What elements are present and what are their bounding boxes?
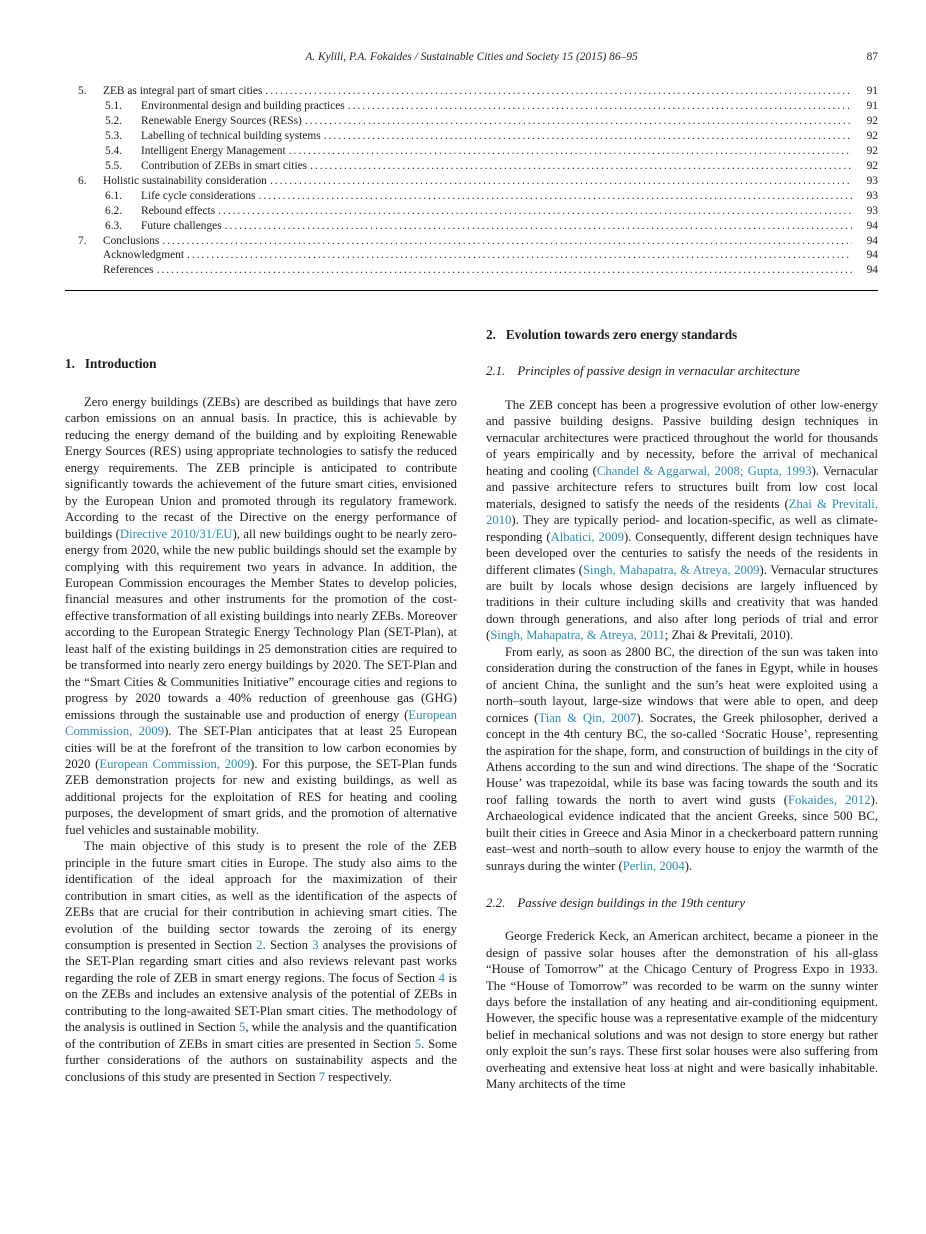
toc-entry-label[interactable]: Environmental design and building practices (141, 99, 345, 112)
text-run: The main objective of this study is to present the role of the ZEB principle in the future smart cities in Europe. The study also aims to the identification of the ideal approach for the maximization of their contribution in smart cities, as well as the identification of the aspects of ZEBs that are crucial for their contribution in achieving smart cities. The evolution of the building sector towards the zeroing of its energy consumption is presented in Section (65, 839, 457, 952)
section-heading-introduction (65, 356, 457, 372)
citation-link[interactable]: 4 (438, 970, 445, 985)
table-of-contents (65, 84, 878, 278)
toc-entry-label[interactable]: Rebound effects (141, 204, 216, 217)
citation-link[interactable]: Fokaides, 2012 (787, 792, 871, 807)
toc-dot-leader (348, 99, 852, 114)
toc-row (65, 84, 878, 99)
text-run: ). Socrates, the Greek philosopher, derived a concept in the 4th century BC, the so-called ‘Socratic House’, representing the aspiration for the shape, form, and construction of buildings in the city of Athens according to the sun and wind directions. The shape of the ‘Socratic House’ was trapezoidal, while its base was facing towards the south and its roof falling towards the north to avert wind gusts ( (486, 710, 878, 807)
section-title: Evolution towards zero energy standards (505, 327, 738, 342)
toc-entry-number: 5. (78, 85, 87, 97)
text-run: ). The SET-Plan anticipates that at least 25 European cities will be at the forefront of the transition to low carbon economies by 2020 ( (65, 724, 458, 771)
text-run: Zero energy buildings (ZEBs) are described as buildings that have zero carbon emissions on an annual basis. In practice, this is achievable by reducing the energy demand of the building and by exploiting Renewable Energy Sources (RES) using appropriate technologies to satisfy the reduced energy requirements. The ZEB principle is anticipated to contribute significantly towards the achievement of the future smart cities, envisioned by the European Union and promoted through its regulatory framework. According to the recast of the Directive on the energy performance of buildings ( (65, 395, 457, 541)
text-run: , while the analysis and the quantification of the contribution of ZEBs in smart cities are presented in Section (65, 1020, 457, 1051)
citation-link[interactable]: Albatici, 2009 (550, 529, 624, 544)
toc-dot-leader (310, 159, 852, 174)
paragraph (486, 644, 878, 874)
citation-link[interactable]: 2 (256, 937, 263, 952)
toc-entry-page[interactable]: 93 (866, 189, 878, 202)
toc-entry-number: 6.3. (105, 219, 123, 232)
text-run: ). They are typically period- and location-specific, as well as climate-responding ( (486, 513, 878, 544)
toc-entry-number: 5.2. (105, 114, 123, 127)
right-column (486, 327, 878, 1093)
section-number: 1. (65, 356, 75, 371)
subsection-title: Principles of passive design in vernacular architecture (517, 364, 800, 378)
page-number: 87 (866, 51, 878, 63)
toc-entry-label[interactable]: Conclusions (103, 234, 160, 247)
citation-link[interactable]: 3 (312, 937, 319, 952)
paragraph (486, 397, 878, 644)
toc-entry-page[interactable]: 92 (866, 129, 878, 142)
toc-row (65, 129, 878, 144)
toc-entry-page[interactable]: 94 (866, 249, 878, 262)
text-run: . Section (262, 937, 313, 952)
citation-link[interactable]: 7 (318, 1069, 326, 1084)
toc-dot-leader (162, 234, 852, 249)
toc-row (65, 234, 878, 249)
citation-link[interactable]: Zhai & Previtali, 2010 (486, 496, 878, 528)
toc-dot-leader (157, 263, 852, 278)
text-run: The ZEB concept has been a progressive evolution of other low-energy and passive building designs. Passive building design techniques in vernacular architectures were practiced throughout the world for thousands of years empirically and by necessity, before the arrival of mechanical heating and cooling ( (486, 398, 878, 478)
toc-dot-leader (225, 219, 852, 234)
toc-entry-number: 6.2. (105, 204, 123, 217)
subsection-number: 2.2. (486, 896, 506, 911)
toc-entry-label[interactable]: Holistic sustainability consideration (103, 174, 267, 187)
citation-link[interactable]: 5 (238, 1020, 246, 1035)
toc-dot-leader (289, 144, 852, 159)
citation-link[interactable]: Perlin, 2004 (622, 858, 685, 873)
toc-entry-label[interactable]: Contribution of ZEBs in smart cities (141, 159, 308, 172)
text-run: George Frederick Keck, an American architect, became a pioneer in the design of passive solar houses after the demonstration of his all-glass “House of Tomorrow” at the Chicago Century of Progress Expo in 1933. The “House of Tomorrow” was recorded to be warm on the sunny winter days before the installation of any heating and air-conditioning equipment. However, the specific house was a representative example of the midcentury belief in mechanical solutions and was not design to store energy but rather only exploit the sun’s rays. These first solar houses were also suffering from overheating and extensive heat loss at night and were basically inhabitable. Many architects of the time (486, 929, 878, 1092)
text-run: From early, as soon as 2800 BC, the direction of the sun was taken into consideration during the construction of the fanes in Egypt, while in houses of ancient China, the sunlight and the sun’s heat were exploited using a north–south layout, large-size windows that were able to open, and deep cornices ( (486, 644, 878, 725)
citation-link[interactable]: Singh, Mahapatra, & Atreya, 2011 (490, 628, 665, 643)
toc-entry-page[interactable]: 92 (866, 144, 878, 157)
toc-entry-label[interactable]: Acknowledgment (103, 249, 184, 262)
toc-entry-number: 6.1. (105, 189, 123, 202)
toc-row (65, 248, 878, 263)
citation-link[interactable]: European Commission, 2009 (99, 756, 251, 771)
toc-row (65, 219, 878, 234)
toc-dot-leader (265, 84, 852, 99)
subsection-heading-2-2 (486, 895, 878, 911)
toc-dot-leader (305, 114, 852, 129)
section-heading-evolution (486, 327, 878, 343)
citation-link[interactable]: European Commission, 2009 (65, 707, 457, 739)
toc-entry-page[interactable]: 92 (866, 159, 878, 172)
toc-dot-leader (187, 248, 852, 263)
text-run: ). Vernacular structures are built by locals whose design decisions are largely influenced by traditions in their culture including skills and creativity that was handed down through generations, and also after long periods of trial and error ( (486, 562, 879, 643)
text-run: ). Archaeological evidence indicated that the ancient Greeks, since 500 BC, built their cities in Greece and Asia Minor in a checkerboard pattern running east–west and north–south to allow every house to enjoy the warmth of the sunrays during the winter ( (486, 792, 878, 873)
toc-entry-number: 5.3. (105, 129, 123, 142)
toc-entry-number: 5.4. (105, 144, 123, 157)
subsection-number: 2.1. (486, 364, 506, 378)
text-run: ). (684, 858, 693, 873)
citation-link[interactable]: 5 (414, 1036, 422, 1051)
running-header (65, 51, 878, 63)
toc-dot-leader (270, 174, 852, 189)
toc-entry-label[interactable]: Labelling of technical building systems (141, 129, 321, 142)
toc-dot-leader (324, 129, 852, 144)
text-run: is on the ZEBs and includes an extensive analysis of the potential of ZEBs in contributing to the long-awaited SET-Plan smart cities. The methodology of the analysis is outlined in Section (65, 970, 457, 1035)
subsection-title: Passive design buildings in the 19th century (517, 896, 746, 911)
citation-link[interactable]: Directive 2010/31/EU (119, 526, 233, 541)
text-run: ), all new buildings ought to be nearly zero-energy from 2020, while the new public buildings should set the example by complying with this requirement two years in advance. In addition, the European Commission encourages the Member States to develop policies, financial measures and other instruments for the promotion of the cost-effective transformation of all existing buildings into nearly ZEBs. Moreover according to the European Strategic Energy Technology Plan (SET-Plan), at least half of the existing buildings in 25 demonstration cities are required to be transformed into nearly zero energy buildings by 2020. The SET-Plan and the “Smart Cities & Communities Initiative” encourage cities and regions to progress by 2020 towards a 40% reduction of greenhouse gas (GHG) emissions through the sustainable use and production of energy ( (65, 526, 457, 722)
toc-row (65, 189, 878, 204)
paragraph (65, 838, 457, 1085)
text-run: . Some further considerations of the authors on sustainability aspects and the conclusions of this study are presented in Section (65, 1036, 457, 1084)
text-run: ; Zhai & Previtali, 2010). (664, 628, 794, 643)
toc-entry-label[interactable]: Future challenges (141, 219, 222, 232)
toc-dot-leader (259, 189, 853, 204)
text-run: ). Vernacular and passive architecture refers to structures built from low cost local materials, designed to satisfy the needs of the residents ( (486, 463, 878, 511)
toc-entry-page[interactable]: 94 (866, 219, 878, 232)
toc-row (65, 159, 878, 174)
toc-entry-label[interactable]: References (103, 264, 154, 277)
toc-row (65, 204, 878, 219)
toc-entry-page[interactable]: 91 (866, 99, 878, 112)
toc-entry-page[interactable]: 91 (866, 85, 878, 97)
toc-entry-page[interactable]: 93 (866, 174, 878, 187)
text-run: respectively. (325, 1069, 392, 1084)
toc-entry-number: 5.1. (105, 99, 123, 112)
toc-entry-number: 6. (78, 174, 87, 187)
toc-entry-label[interactable]: Life cycle considerations (141, 189, 256, 202)
text-run: analyses the provisions of the SET-Plan regarding smart cities and also reviews relevant past works regarding the role of ZEB in smart energy regions. The focus of Section (65, 937, 457, 985)
toc-row (65, 99, 878, 114)
toc-entry-number: 5.5. (105, 159, 123, 172)
toc-entry-label[interactable]: Renewable Energy Sources (RESs) (141, 114, 302, 127)
citation-link[interactable]: Tian & Qin, 2007 (538, 710, 637, 725)
subsection-heading-2-1 (486, 363, 878, 379)
running-title: A. Kylili, P.A. Fokaides / Sustainable Cities and Society 15 (2015) 86–95 (305, 51, 638, 63)
toc-entry-page[interactable]: 94 (866, 264, 878, 277)
divider-rule (65, 290, 878, 291)
toc-entry-number: 7. (78, 234, 87, 247)
toc-row (65, 174, 878, 189)
left-column (65, 356, 457, 1085)
toc-entry-page[interactable]: 93 (866, 204, 878, 217)
toc-entry-page[interactable]: 94 (866, 234, 878, 247)
toc-entry-label[interactable]: ZEB as integral part of smart cities (103, 85, 263, 97)
toc-dot-leader (218, 204, 852, 219)
toc-row (65, 144, 878, 159)
paragraph (486, 928, 878, 1093)
toc-row (65, 263, 878, 278)
text-run: ). For this purpose, the SET-Plan funds ZEB demonstration projects for new and existing buildings, as well as additional projects for the exploitation of RES for heating and cooling purposes, the development of smart grids, and the promotion of alternative fuel vehicles and sustainable mobility. (65, 756, 457, 837)
citation-link[interactable]: Singh, Mahapatra, & Atreya, 2009 (583, 562, 760, 577)
text-run: ). Consequently, different design techniques have been developed over the centuries to satisfy the needs of the residents in different climates ( (486, 529, 878, 577)
toc-entry-page[interactable]: 92 (866, 114, 878, 127)
section-title: Introduction (84, 356, 157, 371)
toc-entry-label[interactable]: Intelligent Energy Management (141, 144, 286, 157)
toc-row (65, 114, 878, 129)
citation-link[interactable]: Chandel & Aggarwal, 2008; Gupta, 1993 (596, 463, 812, 478)
paragraph (65, 394, 457, 838)
section-number: 2. (486, 327, 496, 342)
